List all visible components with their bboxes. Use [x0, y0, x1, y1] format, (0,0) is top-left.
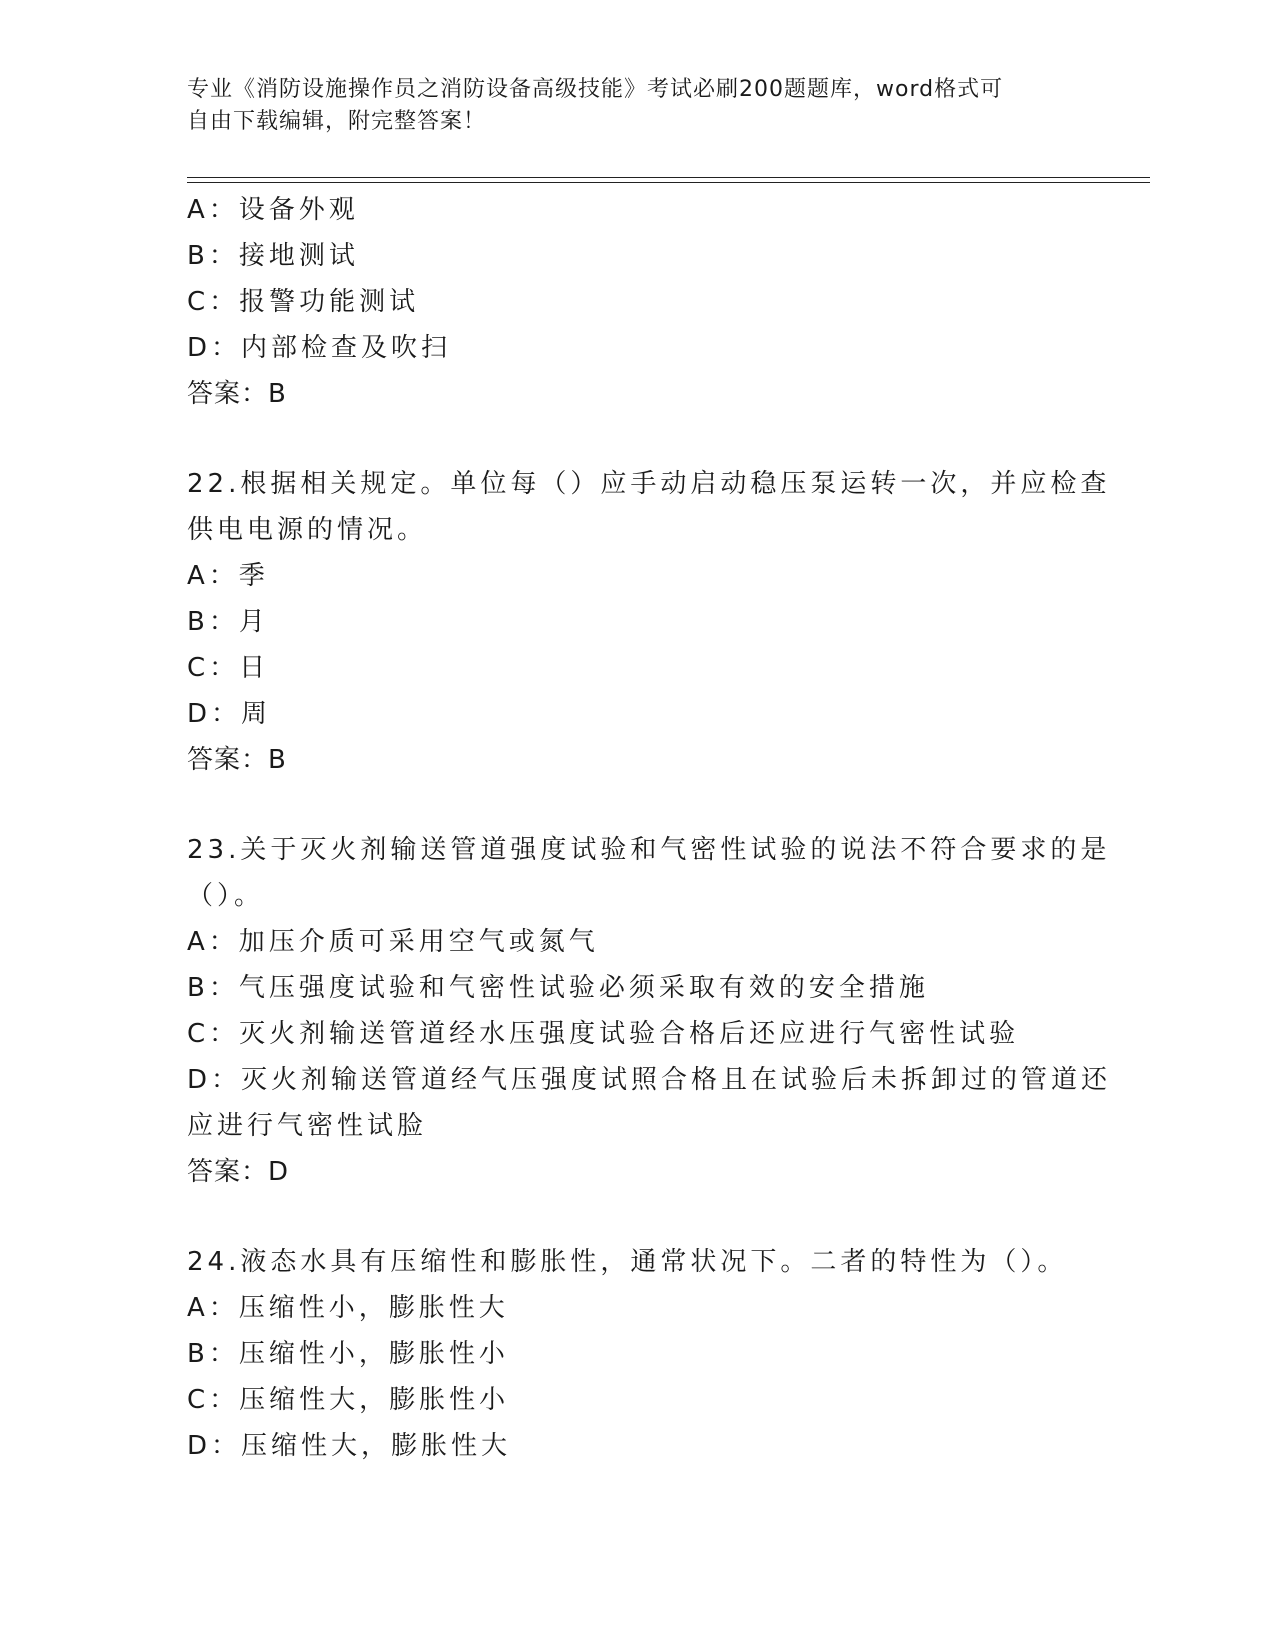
option-d: D：灭火剂输送管道经气压强度试照合格且在试验后未拆卸过的管道还 [187, 1065, 1112, 1095]
spacer [187, 1195, 1087, 1239]
question-text-line-2: 供电电源的情况。 [187, 515, 428, 545]
document-header [187, 74, 1067, 138]
option-c: C：报警功能测试 [187, 287, 420, 317]
option-a: A：加压介质可采用空气或氮气 [187, 927, 599, 957]
answer: 答案：B [187, 379, 287, 409]
header-title-line-2: 自由下载编辑，附完整答案！ [187, 109, 487, 134]
option-d: D：周 [187, 699, 272, 729]
option-a: A：设备外观 [187, 195, 359, 225]
answer: 答案：B [187, 745, 287, 775]
question-text-line-1: 24.液态水具有压缩性和膨胀性，通常状况下。二者的特性为（）。 [187, 1247, 1068, 1277]
option-a: A：压缩性小，膨胀性大 [187, 1293, 509, 1323]
header-divider-bottom [187, 182, 1150, 183]
option-d: D：压缩性大，膨胀性大 [187, 1431, 512, 1461]
question-22 [187, 461, 1111, 783]
option-c: C：压缩性大，膨胀性小 [187, 1385, 510, 1415]
question-text-line-1: 23.关于灭火剂输送管道强度试验和气密性试验的说法不符合要求的是 [187, 835, 1111, 865]
option-c: C：日 [187, 653, 270, 683]
question-list [187, 187, 1112, 1469]
option-b: B：气压强度试验和气密性试验必须采取有效的安全措施 [187, 973, 929, 1003]
question-21 [187, 187, 1087, 417]
question-text-line-1: 22.根据相关规定。单位每（）应手动启动稳压泵运转一次，并应检查 [187, 469, 1111, 499]
option-b: B：接地测试 [187, 241, 359, 271]
question-23 [187, 827, 1112, 1195]
answer: 答案：D [187, 1157, 290, 1187]
spacer [187, 783, 1087, 827]
question-24 [187, 1239, 1087, 1469]
header-title-line-1: 专业《消防设施操作员之消防设备高级技能》考试必刷200题题库，word格式可 [187, 77, 1004, 102]
option-d-continuation: 应进行气密性试脸 [187, 1111, 428, 1141]
option-a: A：季 [187, 561, 269, 591]
option-b: B：压缩性小，膨胀性小 [187, 1339, 509, 1369]
option-b: B：月 [187, 607, 269, 637]
option-d: D：内部检查及吹扫 [187, 333, 452, 363]
spacer [187, 417, 1087, 461]
header-divider-top [187, 177, 1150, 178]
option-c: C：灭火剂输送管道经水压强度试验合格后还应进行气密性试验 [187, 1019, 1020, 1049]
question-text-line-2: （）。 [187, 881, 265, 911]
